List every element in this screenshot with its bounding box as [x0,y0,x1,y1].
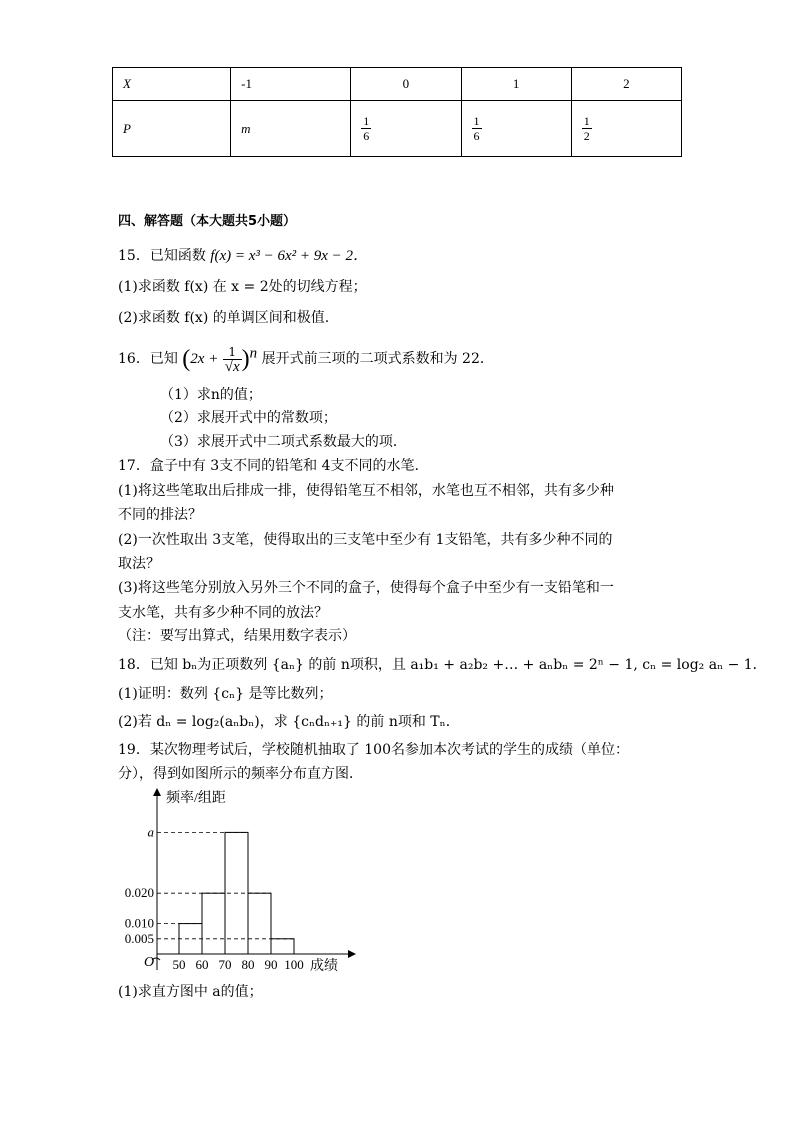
y-axis-label: 频率/组距 [166,791,226,806]
numerator: 1 [583,114,590,128]
table-cell [351,101,461,157]
x-tick-label: 60 [195,957,209,972]
q16-lead: 16．已知 [118,351,178,367]
q17-stem: 17．盒子中有 3支不同的铅笔和 4支不同的水笔. [118,458,419,474]
table-cell [571,101,681,157]
q16-tail: 展开式前三项的二项式系数和为 22． [261,351,494,367]
x-tick-label: 90 [264,957,278,972]
origin-label: O [144,955,155,970]
table-cell: 0 [351,68,461,101]
y-tick-label: 0.010 [124,915,154,931]
frequency-histogram [124,786,380,981]
right-paren: ) [241,346,250,372]
denominator: 2 [583,129,590,143]
q19-part1: (1)求直方图中 a的值； [118,984,263,1000]
q17-part2-line2: 取法？ [118,556,160,572]
q17-part1-line2: 不同的排法？ [118,507,202,523]
table-cell [461,101,571,157]
denominator: 6 [363,129,370,143]
y-tick-label: 0.005 [124,930,154,946]
left-paren: ( [182,346,191,372]
q15-lead: 15．已知函数 [118,248,206,264]
table-cell: -1 [231,68,351,101]
fraction [472,114,482,143]
table-row [113,68,682,101]
table-cell: X [113,68,231,101]
q16-expr-left: 2x + [190,351,219,367]
q15-part1: (1)求函数 f(x) 在 x = 2处的切线方程； [118,279,367,295]
q17-part3-line2: 支水笔，共有多少种不同的放法？ [118,605,328,621]
histogram-bar [202,893,225,954]
table-cell: 2 [571,68,681,101]
x-tick-label: 100 [284,957,304,972]
table-row [113,101,682,157]
fraction [582,114,592,143]
table-cell: P [113,101,231,157]
numerator: 1 [363,114,370,128]
table-cell: 1 [461,68,571,101]
q16-exponent: n [249,345,258,362]
section-title: 四、解答题（本大题共5小题） [118,214,297,229]
fraction [361,114,371,143]
q17-part2-line1: (2)一次性取出 3支笔，使得取出的三支笔中至少有 1支铅笔，共有多少种不同的 [118,532,613,548]
denominator: √x [224,358,240,375]
x-axis-label: 成绩 [310,959,338,974]
q17-note: （注：要写出算式，结果用数字表示） [118,628,356,644]
q16-part1: （1）求n的值； [160,387,262,403]
numerator: 1 [223,345,242,360]
table-cell: m [231,101,351,157]
q17-part1-line1: (1)将这些笔取出后排成一排，使得铅笔互不相邻，水笔也互不相邻，共有多少种 [118,483,614,499]
q16-stem [118,344,494,374]
x-tick-label: 70 [218,957,232,972]
q19-stem-line1: 19．某次物理考试后，学校随机抽取了 100名参加本次考试的学生的成绩（单位： [118,742,629,758]
histogram-bar [271,939,294,954]
q15-stem [118,246,368,266]
q18-part2: (2)若 dₙ = log₂(aₙbₙ)，求 {cₙdₙ₊₁} 的前 n项和 Tₙ． [118,714,460,730]
q15-function: f(x) = x³ − 6x² + 9x − 2． [210,248,369,264]
q19-stem-line2: 分），得到如图所示的频率分布直方图． [118,766,363,782]
q16-part3: （3）求展开式中二项式系数最大的项． [160,434,407,450]
y-tick-label: 0.020 [124,885,154,901]
distribution-table [112,67,682,157]
q16-fraction [223,345,242,374]
x-tick-label: 80 [241,957,255,972]
q16-part2: （2）求展开式中的常数项； [160,410,337,426]
histogram-bar [179,924,202,954]
q18-stem: 18．已知 bₙ为正项数列 {aₙ} 的前 n项积，且 a₁b₁ + a₂b₂ +… + aₙbₙ = 2ⁿ − 1, cₙ = log₂ aₙ − 1． [118,657,767,673]
x-tick-label: 50 [172,957,186,972]
histogram-bar [248,893,271,954]
q15-part2: (2)求函数 f(x) 的单调区间和极值. [118,310,330,326]
numerator: 1 [473,114,480,128]
q18-part1: (1)证明：数列 {cₙ} 是等比数列； [118,686,333,702]
q17-part3-line1: (3)将这些笔分别放入另外三个不同的盒子，使得每个盒子中至少有一支铅笔和一 [118,580,614,596]
denominator: 6 [473,129,480,143]
y-tick-label: a [147,824,154,840]
